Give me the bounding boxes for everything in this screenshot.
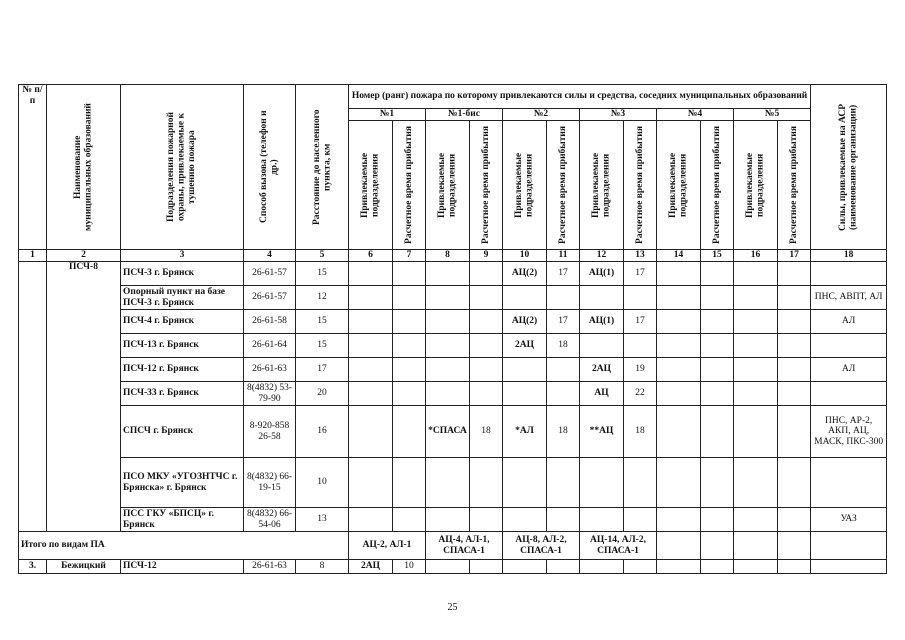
row-cell xyxy=(657,310,701,334)
page-number: 25 xyxy=(447,602,458,613)
header-sub-time: Расчетное время прибытия xyxy=(393,121,426,250)
row-cell: АЦ(2) xyxy=(503,310,547,334)
header-sub-units: Привлекаемые подразделения xyxy=(503,121,547,250)
row-distance: 15 xyxy=(296,334,349,358)
header-sub-units: Привлекаемые подразделения xyxy=(657,121,701,250)
header-rank-group: Номер (ранг) пожара по которому привлекаются силы и средства, соседних муниципальных образований xyxy=(349,85,811,109)
row-cell: 18 xyxy=(470,406,503,458)
header-call-method: Способ вызова (телефон и др.) xyxy=(244,85,296,250)
row-cell: *СПАСА xyxy=(426,406,470,458)
table-row xyxy=(19,406,887,458)
row-cell xyxy=(470,508,503,532)
row-cell xyxy=(734,262,778,286)
col-number: 9 xyxy=(470,250,503,262)
total-rank-2: АЦ-8, АЛ-2, СПАСА-1 xyxy=(503,532,580,560)
row-cell: АЦ xyxy=(580,382,624,406)
col-number: 6 xyxy=(349,250,393,262)
total-rank-3: АЦ-14, АЛ-2, СПАСА-1 xyxy=(580,532,657,560)
row-cell: 17 xyxy=(547,262,580,286)
col-number: 14 xyxy=(657,250,701,262)
header-rank-3: №3 xyxy=(580,109,657,121)
row-cell xyxy=(393,310,426,334)
header-sub-units: Привлекаемые подразделения xyxy=(580,121,624,250)
row-cell xyxy=(503,458,547,508)
header-sub-units: Привлекаемые подразделения xyxy=(349,121,393,250)
row-phone: 26-61-64 xyxy=(244,334,296,358)
col-number: 4 xyxy=(244,250,296,262)
row-cell: АЦ(1) xyxy=(580,262,624,286)
row-unit: Опорный пункт на базе ПСЧ-3 г. Брянск xyxy=(121,286,244,310)
row-cell xyxy=(349,286,393,310)
row-cell xyxy=(580,334,624,358)
row-cell xyxy=(778,310,811,334)
row-cell xyxy=(778,286,811,310)
header-number: № п/п xyxy=(19,85,47,250)
row-cell xyxy=(393,406,426,458)
row-cell xyxy=(580,286,624,310)
table-row xyxy=(19,262,887,286)
row-cell xyxy=(701,458,734,508)
row-cell xyxy=(734,310,778,334)
row-cell xyxy=(701,508,734,532)
row-cell xyxy=(393,334,426,358)
row-cell xyxy=(393,358,426,382)
row-distance: 16 xyxy=(296,406,349,458)
row-cell xyxy=(547,382,580,406)
row-cell xyxy=(470,458,503,508)
row-cell xyxy=(503,358,547,382)
row-cell xyxy=(701,262,734,286)
row-cell: 19 xyxy=(624,358,657,382)
row-cell xyxy=(778,262,811,286)
row-unit: ПСЧ-33 г. Брянск xyxy=(121,382,244,406)
row-cell xyxy=(778,382,811,406)
header-distance: Расстояние до населенного пункта, км xyxy=(296,85,349,250)
row-cell: АЦ(2) xyxy=(503,262,547,286)
col-number: 8 xyxy=(426,250,470,262)
col-number: 12 xyxy=(580,250,624,262)
row-cell xyxy=(349,358,393,382)
header-sub-time: Расчетное время прибытия xyxy=(624,121,657,250)
row-cell xyxy=(470,262,503,286)
row-cell xyxy=(349,406,393,458)
row-unit: ПСЧ-3 г. Брянск xyxy=(121,262,244,286)
table-row xyxy=(19,334,887,358)
row-municipality: Бежицкий xyxy=(47,560,121,574)
row-cell xyxy=(734,458,778,508)
column-number-row xyxy=(19,250,887,262)
row-cell xyxy=(547,286,580,310)
row-cell: **АЦ xyxy=(580,406,624,458)
table-row xyxy=(19,508,887,532)
header-sub-time: Расчетное время прибытия xyxy=(470,121,503,250)
header-rank-1: №1 xyxy=(349,109,426,121)
row-cell xyxy=(657,358,701,382)
row-cell xyxy=(349,382,393,406)
row-phone: 26-61-63 xyxy=(244,358,296,382)
total-row xyxy=(19,532,887,560)
row-cell xyxy=(734,382,778,406)
row-cell xyxy=(580,508,624,532)
row-cell xyxy=(657,286,701,310)
row-cell xyxy=(426,334,470,358)
row-asr-forces xyxy=(811,262,887,286)
header-rank-4: №4 xyxy=(657,109,734,121)
row-unit: ПСО МКУ «УГОЗНТЧС г. Брянска» г. Брянск xyxy=(121,458,244,508)
row-cell xyxy=(426,262,470,286)
row-phone: 26-61-58 xyxy=(244,310,296,334)
row-cell: 22 xyxy=(624,382,657,406)
row-number xyxy=(19,262,47,532)
col-number: 5 xyxy=(296,250,349,262)
fire-forces-table xyxy=(18,84,887,574)
row-cell xyxy=(624,286,657,310)
row-cell xyxy=(547,508,580,532)
row-cell xyxy=(393,508,426,532)
row-cell xyxy=(701,286,734,310)
row-cell: 17 xyxy=(547,310,580,334)
row-phone: 8(4832) 66-54-06 xyxy=(244,508,296,532)
row-asr-forces: АЛ xyxy=(811,358,887,382)
row-asr-forces: АЛ xyxy=(811,310,887,334)
row-cell xyxy=(503,382,547,406)
row-cell xyxy=(624,334,657,358)
header-municipality: Наименование муниципальных образований xyxy=(47,85,121,250)
row-cell xyxy=(778,458,811,508)
row-cell xyxy=(580,458,624,508)
row-unit: СПСЧ г. Брянск xyxy=(121,406,244,458)
row-cell xyxy=(734,358,778,382)
row-asr-forces xyxy=(811,382,887,406)
row-cell xyxy=(470,334,503,358)
row-cell xyxy=(426,358,470,382)
row-cell xyxy=(426,382,470,406)
row-cell xyxy=(393,382,426,406)
row-cell xyxy=(470,286,503,310)
header-asr-forces: Силы, привлекаемые на АСР (наименование организации) xyxy=(811,85,887,250)
row-cell xyxy=(778,508,811,532)
header-sub-units: Привлекаемые подразделения xyxy=(426,121,470,250)
table-row xyxy=(19,560,887,574)
col-number: 3 xyxy=(121,250,244,262)
row-unit: ПСЧ-12 г. Брянск xyxy=(121,358,244,382)
row-cell xyxy=(349,458,393,508)
row-cell: 10 xyxy=(393,560,426,574)
row-cell xyxy=(393,458,426,508)
row-distance: 13 xyxy=(296,508,349,532)
row-unit: ПСЧ-13 г. Брянск xyxy=(121,334,244,358)
row-cell: *АЛ xyxy=(503,406,547,458)
row-cell xyxy=(657,262,701,286)
row-phone: 26-61-57 xyxy=(244,262,296,286)
row-cell xyxy=(734,286,778,310)
row-distance: 8 xyxy=(296,560,349,574)
row-cell xyxy=(657,458,701,508)
row-cell: АЦ(1) xyxy=(580,310,624,334)
col-number: 1 xyxy=(19,250,47,262)
row-cell xyxy=(426,310,470,334)
row-cell xyxy=(701,310,734,334)
col-number: 7 xyxy=(393,250,426,262)
row-asr-forces xyxy=(811,458,887,508)
row-cell xyxy=(349,334,393,358)
row-municipality: ПСЧ-8 xyxy=(47,262,121,532)
header-sub-time: Расчетное время прибытия xyxy=(778,121,811,250)
total-rank-1: АЦ-2, АЛ-1 xyxy=(349,532,426,560)
col-number: 13 xyxy=(624,250,657,262)
row-cell xyxy=(547,458,580,508)
row-cell: 2АЦ xyxy=(349,560,393,574)
row-cell xyxy=(701,358,734,382)
row-unit: ПСЧ-4 г. Брянск xyxy=(121,310,244,334)
row-asr-forces: УАЗ xyxy=(811,508,887,532)
table-row xyxy=(19,382,887,406)
row-cell xyxy=(734,406,778,458)
col-number: 11 xyxy=(547,250,580,262)
row-cell xyxy=(778,334,811,358)
row-cell xyxy=(470,310,503,334)
row-cell xyxy=(393,262,426,286)
row-cell: 2АЦ xyxy=(580,358,624,382)
row-phone: 26-61-63 xyxy=(244,560,296,574)
col-number: 10 xyxy=(503,250,547,262)
row-cell xyxy=(470,382,503,406)
table-row xyxy=(19,310,887,334)
row-cell xyxy=(701,406,734,458)
row-phone: 8(4832) 66-19-15 xyxy=(244,458,296,508)
row-cell xyxy=(393,286,426,310)
row-cell xyxy=(349,508,393,532)
row-cell: 17 xyxy=(624,310,657,334)
header-rank-1bis: №1-бис xyxy=(426,109,503,121)
row-cell xyxy=(624,458,657,508)
row-cell xyxy=(426,458,470,508)
table-body xyxy=(19,262,887,532)
row-cell xyxy=(470,358,503,382)
row-cell xyxy=(734,334,778,358)
row-cell xyxy=(701,334,734,358)
row-cell: 18 xyxy=(547,406,580,458)
row-asr-forces: ПНС, АВПТ, АЛ xyxy=(811,286,887,310)
row-cell xyxy=(701,382,734,406)
header-rank-2: №2 xyxy=(503,109,580,121)
col-number: 17 xyxy=(778,250,811,262)
row-cell xyxy=(503,286,547,310)
row-cell xyxy=(349,262,393,286)
row-cell xyxy=(778,358,811,382)
row-unit: ПСС ГКУ «БПСЦ» г. Брянск xyxy=(121,508,244,532)
header-sub-time: Расчетное время прибытия xyxy=(547,121,580,250)
row-distance: 10 xyxy=(296,458,349,508)
row-asr-forces: ПНС, АР-2, АКП, АЦ, МАСК, ПКС-300 xyxy=(811,406,887,458)
row-cell xyxy=(778,406,811,458)
row-cell xyxy=(624,508,657,532)
row-unit: ПСЧ-12 xyxy=(121,560,244,574)
header-sub-time: Расчетное время прибытия xyxy=(701,121,734,250)
row-number: 3. xyxy=(19,560,47,574)
table-row xyxy=(19,358,887,382)
col-number: 16 xyxy=(734,250,778,262)
row-phone: 26-61-57 xyxy=(244,286,296,310)
header-units: Подразделения пожарной охраны, привлекаемые к тушению пожара xyxy=(121,85,244,250)
row-cell xyxy=(657,406,701,458)
row-distance: 15 xyxy=(296,262,349,286)
row-distance: 15 xyxy=(296,310,349,334)
row-cell: 2АЦ xyxy=(503,334,547,358)
row-phone: 8(4832) 53-79-90 xyxy=(244,382,296,406)
row-phone: 8-920-858 26-58 xyxy=(244,406,296,458)
total-rank-1bis: АЦ-4, АЛ-1, СПАСА-1 xyxy=(426,532,503,560)
col-number: 18 xyxy=(811,250,887,262)
row-cell xyxy=(426,508,470,532)
row-cell: 18 xyxy=(624,406,657,458)
header-rank-5: №5 xyxy=(734,109,811,121)
total-label: Итого по видам ПА xyxy=(19,532,349,560)
row-distance: 12 xyxy=(296,286,349,310)
table-row xyxy=(19,286,887,310)
row-cell xyxy=(734,508,778,532)
row-cell xyxy=(503,508,547,532)
row-cell: 17 xyxy=(624,262,657,286)
row-cell xyxy=(657,508,701,532)
header-sub-units: Привлекаемые подразделения xyxy=(734,121,778,250)
row-distance: 20 xyxy=(296,382,349,406)
col-number: 2 xyxy=(47,250,121,262)
row-cell: 18 xyxy=(547,334,580,358)
row-cell xyxy=(657,382,701,406)
row-asr-forces xyxy=(811,334,887,358)
table-row xyxy=(19,458,887,508)
row-cell xyxy=(426,286,470,310)
row-distance: 17 xyxy=(296,358,349,382)
row-cell xyxy=(657,334,701,358)
col-number: 15 xyxy=(701,250,734,262)
row-cell xyxy=(547,358,580,382)
row-cell xyxy=(349,310,393,334)
